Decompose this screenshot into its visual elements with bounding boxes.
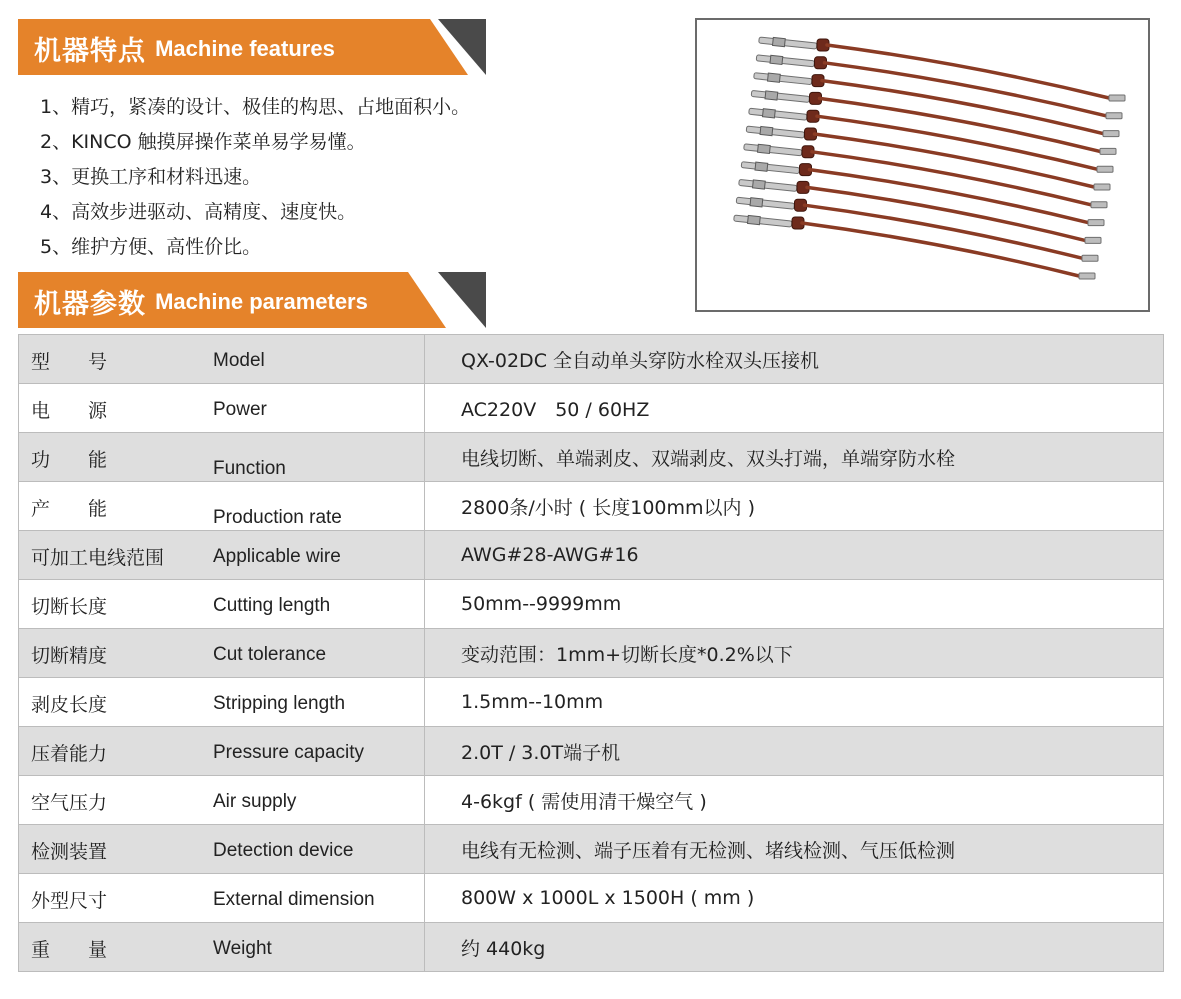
param-value: 1.5mm--10mm xyxy=(425,678,1164,727)
parameters-header xyxy=(18,272,468,328)
table-row xyxy=(19,629,1164,678)
table-row xyxy=(19,923,1164,972)
table-row xyxy=(19,580,1164,629)
feature-item: 3、更换工序和材料迅速。 xyxy=(40,166,262,188)
table-row xyxy=(19,482,1164,531)
header-corner xyxy=(438,272,486,328)
param-value: 2800条/小时 ( 长度100mm以内 ) xyxy=(425,482,1164,531)
param-name-cn: 型 号 xyxy=(31,351,108,373)
wire-assembly xyxy=(759,37,1125,101)
param-value: 50mm--9999mm xyxy=(425,580,1164,629)
product-photo xyxy=(695,18,1150,312)
table-row xyxy=(19,531,1164,580)
param-name-cn: 重 量 xyxy=(31,939,108,961)
table-row xyxy=(19,727,1164,776)
param-name-cn: 切断长度 xyxy=(31,596,108,618)
feature-item: 2、KINCO 触摸屏操作菜单易学易懂。 xyxy=(40,131,366,153)
param-name-en: Model xyxy=(213,350,265,371)
param-name-cn: 功 能 xyxy=(31,449,108,471)
table-row xyxy=(19,433,1164,482)
param-name-cn: 空气压力 xyxy=(31,792,108,814)
param-value: AWG#28-AWG#16 xyxy=(425,531,1164,580)
param-name-en: Air supply xyxy=(213,791,297,812)
parameters-table xyxy=(18,334,1164,972)
feature-item: 5、维护方便、高性价比。 xyxy=(40,236,262,258)
param-name-cn: 压着能力 xyxy=(31,743,108,765)
param-name-en: Production rate xyxy=(213,507,342,528)
param-name-en: Weight xyxy=(213,938,272,959)
param-name-cn: 外型尺寸 xyxy=(31,890,108,912)
features-header xyxy=(18,19,468,75)
param-name-cn: 可加工电线范围 xyxy=(31,547,165,569)
param-name-en: Cut tolerance xyxy=(213,644,327,665)
features-list xyxy=(40,90,470,265)
feature-item: 1、精巧，紧凑的设计、极佳的构思、占地面积小。 xyxy=(40,96,471,118)
param-name-en: Detection device xyxy=(213,840,354,861)
param-value: 变动范围：1mm+切断长度*0.2%以下 xyxy=(425,629,1164,678)
param-name-en: Stripping length xyxy=(213,693,346,714)
param-name-cn: 电 源 xyxy=(31,400,108,422)
param-name-en: Pressure capacity xyxy=(213,742,365,763)
param-value: QX-02DC 全自动单头穿防水栓双头压接机 xyxy=(425,335,1164,384)
param-name-en: Cutting length xyxy=(213,595,331,616)
crimped-wires-image xyxy=(697,20,1148,310)
param-value: AC220V 50 / 60HZ xyxy=(425,384,1164,433)
param-name-en: Applicable wire xyxy=(213,546,341,567)
param-value: 电线切断、单端剥皮、双端剥皮、双头打端，单端穿防水栓 xyxy=(425,433,1164,482)
param-value: 800W x 1000L x 1500H ( mm ) xyxy=(425,874,1164,923)
table-row xyxy=(19,678,1164,727)
param-name-cn: 剥皮长度 xyxy=(31,694,108,716)
param-value: 约 440kg xyxy=(425,923,1164,972)
table-row xyxy=(19,335,1164,384)
param-name-en: Function xyxy=(213,458,286,479)
features-header-en: Machine features xyxy=(155,35,335,61)
table-row xyxy=(19,874,1164,923)
param-name-cn: 检测装置 xyxy=(31,841,108,863)
table-row xyxy=(19,384,1164,433)
parameters-header-en: Machine parameters xyxy=(155,288,368,314)
param-value: 4-6kgf ( 需使用清干燥空气 ) xyxy=(425,776,1164,825)
param-value: 2.0T / 3.0T端子机 xyxy=(425,727,1164,776)
param-value: 电线有无检测、端子压着有无检测、堵线检测、气压低检测 xyxy=(425,825,1164,874)
table-row xyxy=(19,776,1164,825)
param-name-cn: 切断精度 xyxy=(31,645,108,667)
param-name-en: Power xyxy=(213,399,267,420)
features-header-cn: 机器特点 xyxy=(34,36,146,67)
param-name-cn: 产 能 xyxy=(31,498,108,520)
feature-item: 4、高效步进驱动、高精度、速度快。 xyxy=(40,201,357,223)
table-row xyxy=(19,825,1164,874)
parameters-header-cn: 机器参数 xyxy=(34,289,146,320)
param-name-en: External dimension xyxy=(213,889,375,910)
